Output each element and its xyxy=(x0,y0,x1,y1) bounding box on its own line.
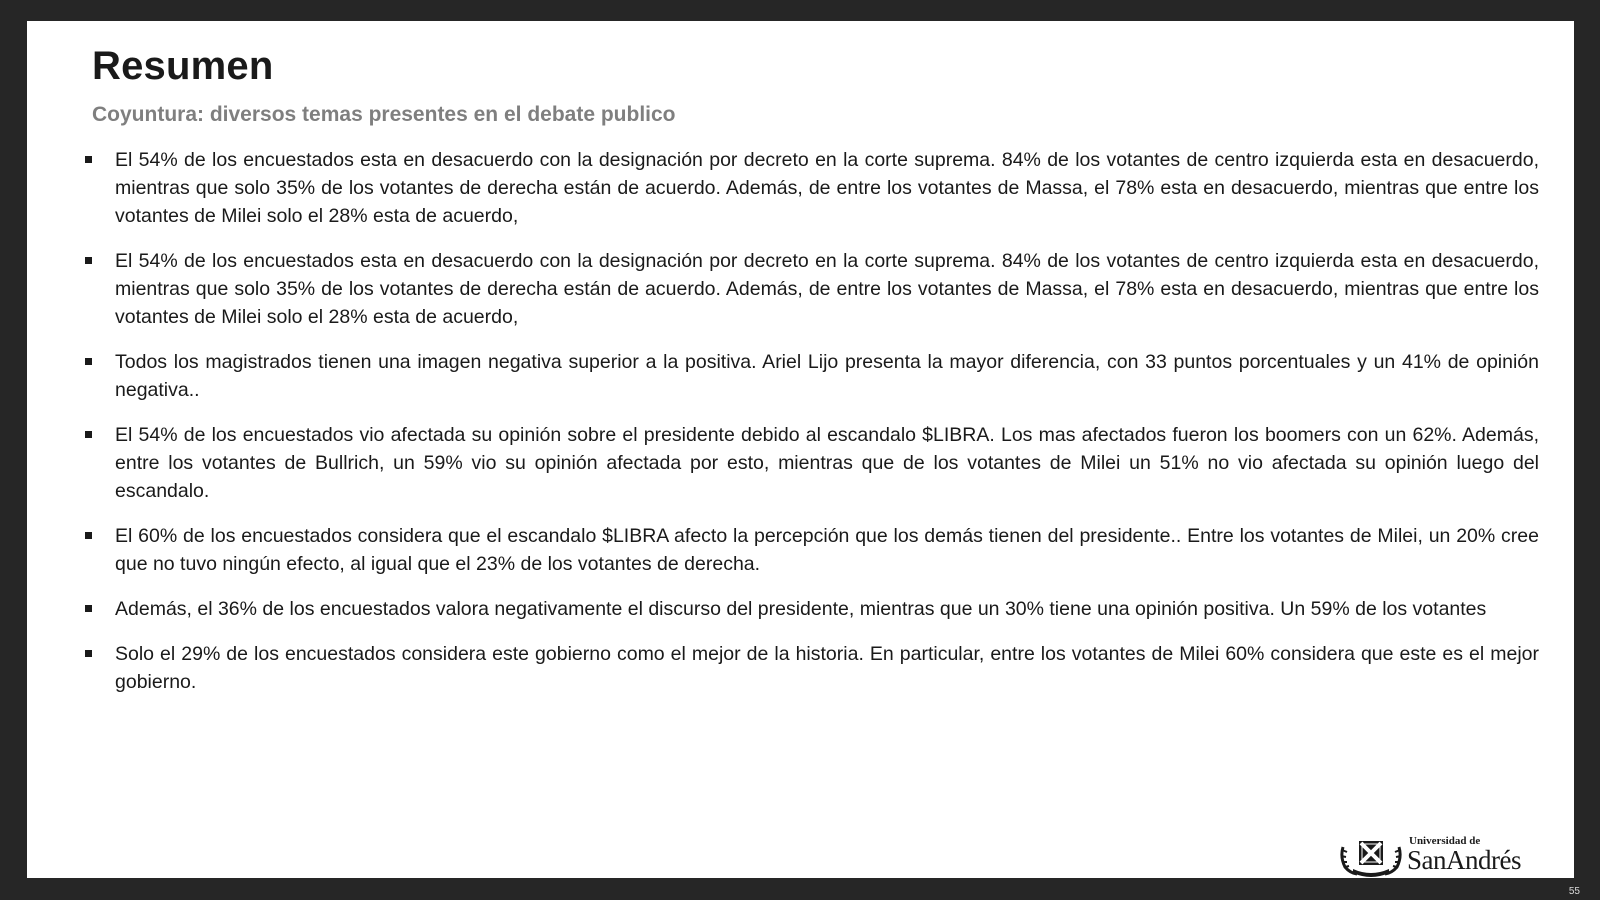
bullet-text: Solo el 29% de los encuestados considera este gobierno como el mejor de la historia. En particular, entre los votantes de Milei 60% considera que este es el mejor gobierno. xyxy=(115,643,1539,693)
square-bullet-icon xyxy=(85,532,92,539)
logo-text-main: SanAndrés xyxy=(1407,845,1521,875)
slide xyxy=(27,21,1574,878)
bullet-text: El 54% de los encuestados esta en desacuerdo con la designación por decreto en la corte suprema. 84% de los votantes de centro izquierda esta en desacuerdo, mientras que solo 35% de los votantes de derecha están de acuerdo. Además, de entre los votantes de Massa, el 78% esta en desacuerdo, mientras que entre los votantes de Milei solo el 28% esta de acuerdo, xyxy=(115,250,1539,328)
square-bullet-icon xyxy=(85,605,92,612)
bullet-item xyxy=(85,522,1539,578)
bullet-text: Además, el 36% de los encuestados valora negativamente el discurso del presidente, mientras que un 30% tiene una opinión positiva. Un 59% de los votantes xyxy=(115,598,1487,620)
bullet-item xyxy=(85,146,1539,230)
bullet-text: El 54% de los encuestados esta en desacuerdo con la designación por decreto en la corte suprema. 84% de los votantes de centro izquierda esta en desacuerdo, mientras que solo 35% de los votantes de derecha están de acuerdo. Además, de entre los votantes de Massa, el 78% esta en desacuerdo, mientras que entre los votantes de Milei solo el 28% esta de acuerdo, xyxy=(115,149,1539,227)
bullet-list xyxy=(85,146,1539,713)
bullet-item xyxy=(85,247,1539,331)
bullet-item xyxy=(85,348,1539,404)
bullet-item xyxy=(85,421,1539,505)
square-bullet-icon xyxy=(85,650,92,657)
university-crest-icon xyxy=(1339,837,1403,877)
bullet-text: El 60% de los encuestados considera que el escandalo $LIBRA afecto la percepción que los demás tienen del presidente.. Entre los votantes de Milei, un 20% cree que no tuvo ningún efecto, al igual que el 23% de los votantes de derecha. xyxy=(115,525,1539,575)
square-bullet-icon xyxy=(85,431,92,438)
logo-text-small: Universidad de xyxy=(1409,835,1481,847)
university-logo xyxy=(1339,833,1569,881)
square-bullet-icon xyxy=(85,156,92,163)
bullet-text: El 54% de los encuestados vio afectada su opinión sobre el presidente debido al escandalo $LIBRA. Los mas afectados fueron los boomers con un 62%. Además, entre los votantes de Bullrich, un 59% vio su opinión afectada por esto, mientras que de los votantes de Milei un 51% no vio afectada su opinión luego del escandalo. xyxy=(115,424,1539,502)
page-number: 55 xyxy=(1568,886,1580,897)
slide-subtitle: Coyuntura: diversos temas presentes en el debate publico xyxy=(92,103,676,126)
bullet-item xyxy=(85,595,1539,623)
bullet-item xyxy=(85,640,1539,696)
square-bullet-icon xyxy=(85,257,92,264)
bullet-text: Todos los magistrados tienen una imagen negativa superior a la positiva. Ariel Lijo presenta la mayor diferencia, con 33 puntos porcentuales y un 41% de opinión negativa.. xyxy=(115,351,1539,401)
square-bullet-icon xyxy=(85,358,92,365)
slide-title: Resumen xyxy=(92,44,274,88)
